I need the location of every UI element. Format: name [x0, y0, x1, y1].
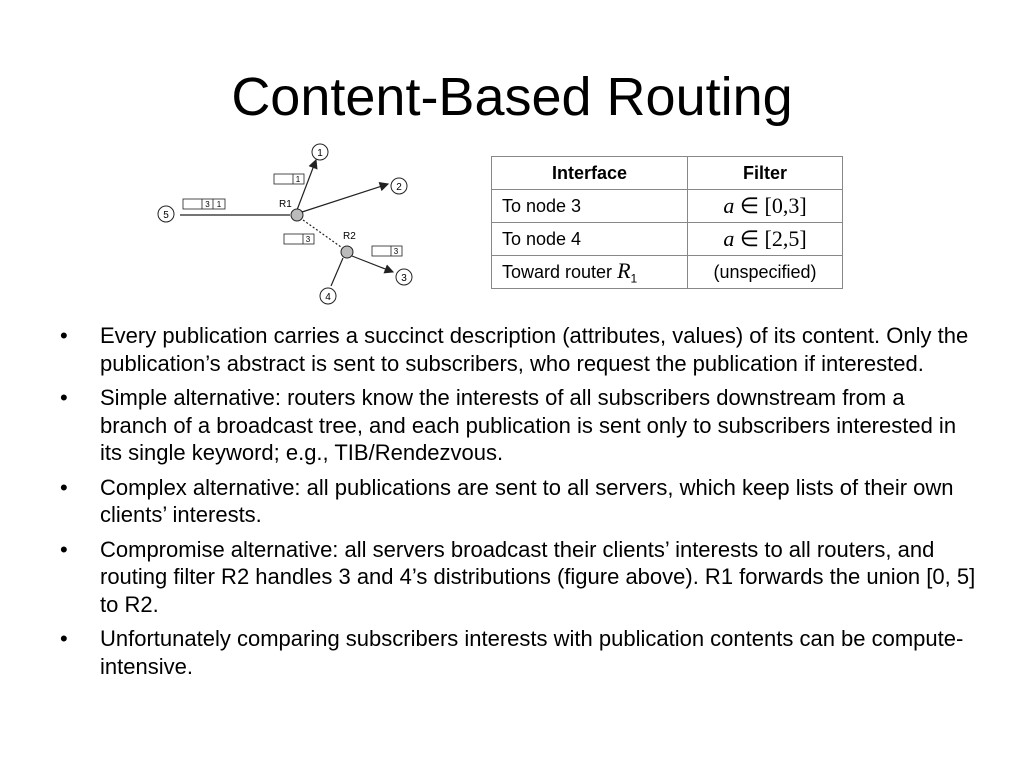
edge-r1-2: [302, 184, 388, 212]
slide-title: Content-Based Routing: [231, 67, 793, 127]
header-interface: Interface: [492, 157, 688, 190]
table-row: [492, 223, 843, 256]
svg-text:3: 3: [205, 200, 210, 209]
cell-filter: a ∈ [0,3]: [688, 190, 843, 223]
list-item: • Unfortunately comparing subscribers interests with publication contents can be compute-intensive.: [60, 626, 964, 679]
routing-diagram: [150, 140, 430, 310]
bullet-icon: •: [60, 626, 68, 651]
table-row: [492, 190, 843, 223]
node-4: [320, 288, 336, 304]
message-box-right: [372, 246, 402, 256]
svg-text:3: 3: [401, 273, 407, 284]
bullet-icon: •: [60, 385, 68, 410]
node-3: [396, 269, 412, 285]
edge-r2-3: [352, 256, 393, 272]
svg-text:2: 2: [396, 182, 402, 193]
svg-text:3: 3: [305, 235, 311, 244]
list-item: • Complex alternative: all publications are sent to all servers, which keep lists of their own clients’ interests.: [60, 474, 954, 527]
cell-interface: To node 4: [492, 223, 688, 256]
svg-text:1: 1: [216, 200, 222, 209]
message-box-top: [274, 174, 304, 184]
router-r2-label: R2: [343, 231, 356, 242]
header-filter: Filter: [688, 157, 843, 190]
bullet-icon: •: [60, 536, 68, 562]
filter-table: [491, 156, 843, 289]
cell-filter: a ∈ [2,5]: [688, 223, 843, 256]
cell-interface: Toward router $R_1$: [492, 256, 688, 289]
svg-text:1: 1: [317, 148, 323, 159]
node-5: [158, 206, 174, 222]
bullet-icon: •: [60, 474, 68, 500]
list-item: • Every publication carries a succinct description (attributes, values) of its content. Only the publication’s abstract is sent to subscribers, who request the publication if interested.: [60, 323, 969, 376]
table-header-row: [492, 157, 843, 190]
svg-text:5: 5: [163, 210, 169, 221]
cell-filter: (unspecified): [688, 256, 843, 289]
router-r1-label: R1: [279, 199, 292, 210]
table-row: [492, 256, 843, 289]
node-2: [391, 178, 407, 194]
svg-text:1: 1: [295, 175, 301, 184]
router-r2: [341, 231, 356, 258]
list-item: • Compromise alternative: all servers broadcast their clients’ interests to all routers, and routing filter R2 handles 3 and 4’s distributions (figure above). R1 forwards the union [0, 5] to R2.: [60, 536, 976, 617]
cell-interface: To node 3: [492, 190, 688, 223]
svg-text:4: 4: [325, 292, 331, 303]
list-item: • Simple alternative: routers know the interests of all subscribers downstream from a branch of a broadcast tree, and each publication is sent only to subscribers interested in its single keyword; e.g., TIB/Rendezvous.: [60, 385, 957, 465]
bullet-list: [56, 322, 976, 687]
edge-r1-1: [297, 160, 316, 210]
bullet-icon: •: [60, 323, 68, 348]
node-1: [312, 144, 328, 160]
svg-text:3: 3: [393, 247, 399, 256]
message-box-left: [183, 199, 225, 209]
message-box-mid: [284, 234, 314, 244]
edge-r2-4: [331, 258, 343, 286]
